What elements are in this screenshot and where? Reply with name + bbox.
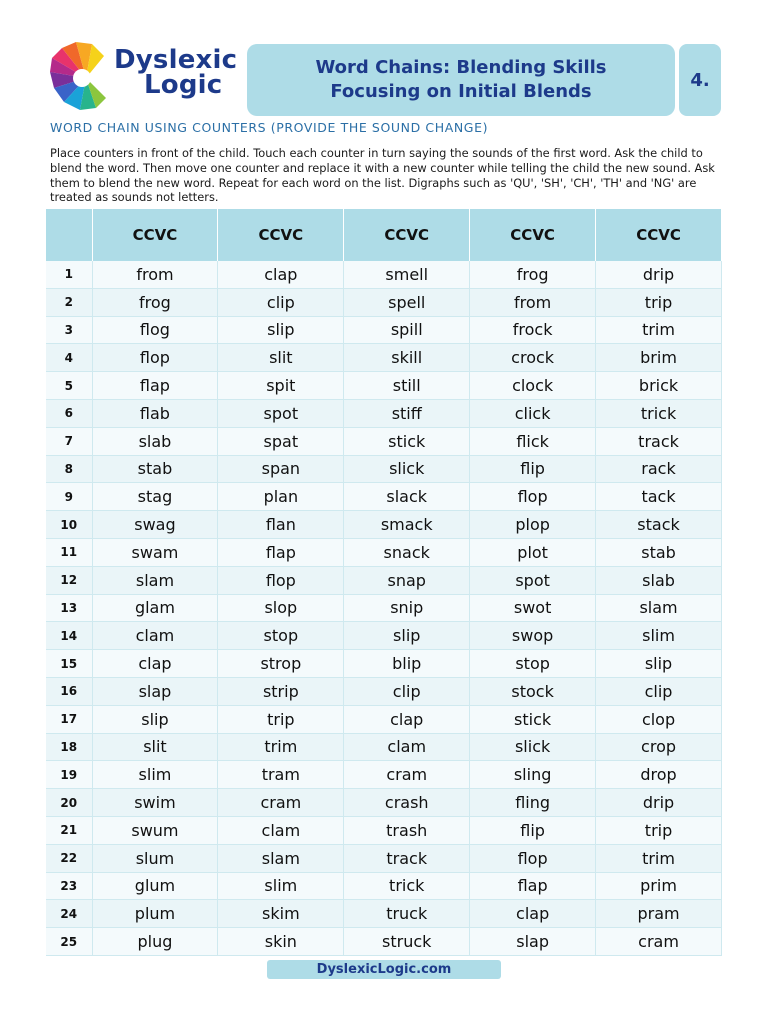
word-cell: clip bbox=[344, 677, 470, 705]
word-cell: slip bbox=[344, 622, 470, 650]
word-cell: glum bbox=[92, 872, 218, 900]
word-cell: strop bbox=[218, 650, 344, 678]
table-row bbox=[46, 872, 722, 900]
word-cell: slim bbox=[596, 622, 722, 650]
word-cell: drip bbox=[596, 789, 722, 817]
word-cell: crash bbox=[344, 789, 470, 817]
row-number: 15 bbox=[46, 650, 92, 678]
row-number: 3 bbox=[46, 316, 92, 344]
word-cell: plot bbox=[470, 538, 596, 566]
row-number: 17 bbox=[46, 705, 92, 733]
word-cell: trick bbox=[596, 399, 722, 427]
word-cell: flop bbox=[470, 483, 596, 511]
word-cell: flap bbox=[470, 872, 596, 900]
word-cell: flog bbox=[92, 316, 218, 344]
word-cell: slam bbox=[218, 844, 344, 872]
title-line-1: Word Chains: Blending Skills bbox=[315, 57, 607, 78]
word-cell: strip bbox=[218, 677, 344, 705]
word-cell: swot bbox=[470, 594, 596, 622]
word-cell: struck bbox=[344, 928, 470, 956]
word-cell: stock bbox=[470, 677, 596, 705]
word-cell: span bbox=[218, 455, 344, 483]
row-number: 8 bbox=[46, 455, 92, 483]
row-number: 19 bbox=[46, 761, 92, 789]
word-cell: plug bbox=[92, 928, 218, 956]
word-cell: swop bbox=[470, 622, 596, 650]
word-cell: clap bbox=[92, 650, 218, 678]
word-cell: cram bbox=[344, 761, 470, 789]
word-cell: flap bbox=[92, 372, 218, 400]
word-cell: clock bbox=[470, 372, 596, 400]
table-row bbox=[46, 622, 722, 650]
title-line-2: Focusing on Initial Blends bbox=[330, 81, 592, 102]
table-row bbox=[46, 650, 722, 678]
row-number: 18 bbox=[46, 733, 92, 761]
word-cell: blip bbox=[344, 650, 470, 678]
table-row bbox=[46, 538, 722, 566]
word-cell: slim bbox=[218, 872, 344, 900]
word-cell: from bbox=[470, 288, 596, 316]
word-cell: glam bbox=[92, 594, 218, 622]
word-cell: frock bbox=[470, 316, 596, 344]
word-cell: clam bbox=[92, 622, 218, 650]
word-cell: spill bbox=[344, 316, 470, 344]
word-cell: truck bbox=[344, 900, 470, 928]
row-number: 25 bbox=[46, 928, 92, 956]
flower-logo-icon bbox=[48, 42, 118, 114]
word-cell: slam bbox=[92, 566, 218, 594]
row-number: 5 bbox=[46, 372, 92, 400]
table-row bbox=[46, 733, 722, 761]
brand-line-2: Logic bbox=[144, 70, 223, 100]
word-cell: slam bbox=[596, 594, 722, 622]
table-row bbox=[46, 844, 722, 872]
table-row bbox=[46, 900, 722, 928]
word-cell: sling bbox=[470, 761, 596, 789]
row-number: 16 bbox=[46, 677, 92, 705]
word-cell: slap bbox=[470, 928, 596, 956]
word-cell: stab bbox=[596, 538, 722, 566]
word-cell: brick bbox=[596, 372, 722, 400]
title-box bbox=[247, 44, 675, 116]
word-cell: trim bbox=[596, 844, 722, 872]
word-cell: plop bbox=[470, 511, 596, 539]
word-cell: flab bbox=[92, 399, 218, 427]
word-cell: click bbox=[470, 399, 596, 427]
word-cell: stab bbox=[92, 455, 218, 483]
word-cell: frog bbox=[92, 288, 218, 316]
word-cell: stag bbox=[92, 483, 218, 511]
word-cell: track bbox=[344, 844, 470, 872]
row-number: 10 bbox=[46, 511, 92, 539]
word-cell: slab bbox=[596, 566, 722, 594]
logo bbox=[48, 42, 243, 114]
word-cell: flop bbox=[218, 566, 344, 594]
word-cell: spell bbox=[344, 288, 470, 316]
table-row bbox=[46, 483, 722, 511]
row-number: 7 bbox=[46, 427, 92, 455]
word-cell: smell bbox=[344, 261, 470, 288]
word-cell: trim bbox=[218, 733, 344, 761]
table-row bbox=[46, 566, 722, 594]
word-cell: flap bbox=[218, 538, 344, 566]
brand-name bbox=[114, 45, 238, 100]
table-row bbox=[46, 677, 722, 705]
table-row bbox=[46, 816, 722, 844]
word-cell: clap bbox=[470, 900, 596, 928]
table-row bbox=[46, 928, 722, 956]
row-number: 24 bbox=[46, 900, 92, 928]
word-cell: clam bbox=[218, 816, 344, 844]
word-cell: swum bbox=[92, 816, 218, 844]
row-number: 22 bbox=[46, 844, 92, 872]
word-cell: frog bbox=[470, 261, 596, 288]
word-cell: flan bbox=[218, 511, 344, 539]
word-cell: slit bbox=[92, 733, 218, 761]
word-cell: slum bbox=[92, 844, 218, 872]
word-cell: stack bbox=[596, 511, 722, 539]
word-cell: trash bbox=[344, 816, 470, 844]
header-cell: CCVC bbox=[470, 209, 596, 261]
word-cell: swam bbox=[92, 538, 218, 566]
table-row bbox=[46, 789, 722, 817]
header-cell-index bbox=[46, 209, 92, 261]
word-cell: drip bbox=[596, 261, 722, 288]
word-cell: slop bbox=[218, 594, 344, 622]
word-cell: spot bbox=[470, 566, 596, 594]
word-cell: plan bbox=[218, 483, 344, 511]
table-row bbox=[46, 705, 722, 733]
word-cell: plum bbox=[92, 900, 218, 928]
word-cell: snack bbox=[344, 538, 470, 566]
word-cell: track bbox=[596, 427, 722, 455]
header-cell: CCVC bbox=[344, 209, 470, 261]
word-cell: still bbox=[344, 372, 470, 400]
page-number: 4. bbox=[679, 44, 721, 116]
word-cell: clop bbox=[596, 705, 722, 733]
word-cell: clap bbox=[344, 705, 470, 733]
word-cell: stiff bbox=[344, 399, 470, 427]
word-cell: smack bbox=[344, 511, 470, 539]
row-number: 14 bbox=[46, 622, 92, 650]
word-cell: prim bbox=[596, 872, 722, 900]
word-cell: slick bbox=[470, 733, 596, 761]
row-number: 2 bbox=[46, 288, 92, 316]
header-cell: CCVC bbox=[218, 209, 344, 261]
table-row bbox=[46, 399, 722, 427]
row-number: 13 bbox=[46, 594, 92, 622]
instructions: Place counters in front of the child. Touch each counter in turn saying the sounds of the first word. Ask the child to blend the word. Then move one counter and replace it with a new counter while telling the child the new sound. Ask them to blend the new word. Repeat for each word on the list. Digraphs such as 'QU', 'SH', 'CH', 'TH' and 'NG' are treated as sounds not letters. bbox=[50, 146, 715, 205]
header-cell: CCVC bbox=[92, 209, 218, 261]
word-cell: crop bbox=[596, 733, 722, 761]
row-number: 12 bbox=[46, 566, 92, 594]
word-cell: cram bbox=[218, 789, 344, 817]
word-cell: slab bbox=[92, 427, 218, 455]
word-cell: spot bbox=[218, 399, 344, 427]
word-cell: flip bbox=[470, 816, 596, 844]
word-cell: flop bbox=[92, 344, 218, 372]
row-number: 9 bbox=[46, 483, 92, 511]
word-cell: slip bbox=[218, 316, 344, 344]
table-row bbox=[46, 594, 722, 622]
word-cell: spat bbox=[218, 427, 344, 455]
word-cell: trick bbox=[344, 872, 470, 900]
word-cell: slap bbox=[92, 677, 218, 705]
word-cell: stick bbox=[344, 427, 470, 455]
word-cell: trip bbox=[596, 816, 722, 844]
word-cell: brim bbox=[596, 344, 722, 372]
table-row bbox=[46, 761, 722, 789]
word-cell: trip bbox=[218, 705, 344, 733]
word-cell: swim bbox=[92, 789, 218, 817]
word-cell: slit bbox=[218, 344, 344, 372]
word-cell: snip bbox=[344, 594, 470, 622]
word-cell: flick bbox=[470, 427, 596, 455]
word-cell: slick bbox=[344, 455, 470, 483]
word-cell: drop bbox=[596, 761, 722, 789]
word-cell: tack bbox=[596, 483, 722, 511]
word-cell: rack bbox=[596, 455, 722, 483]
word-cell: clip bbox=[596, 677, 722, 705]
word-cell: trim bbox=[596, 316, 722, 344]
word-cell: stop bbox=[470, 650, 596, 678]
word-cell: trip bbox=[596, 288, 722, 316]
word-cell: clap bbox=[218, 261, 344, 288]
table-row bbox=[46, 372, 722, 400]
row-number: 1 bbox=[46, 261, 92, 288]
word-cell: flop bbox=[470, 844, 596, 872]
subheading: WORD CHAIN USING COUNTERS (PROVIDE THE SOUND CHANGE) bbox=[50, 120, 489, 135]
word-cell: stop bbox=[218, 622, 344, 650]
word-cell: skill bbox=[344, 344, 470, 372]
word-chain-table bbox=[46, 209, 722, 956]
row-number: 11 bbox=[46, 538, 92, 566]
word-cell: stick bbox=[470, 705, 596, 733]
table-row bbox=[46, 288, 722, 316]
word-cell: spit bbox=[218, 372, 344, 400]
word-cell: clam bbox=[344, 733, 470, 761]
word-cell: slip bbox=[92, 705, 218, 733]
footer-website: DyslexicLogic.com bbox=[267, 960, 501, 979]
row-number: 20 bbox=[46, 789, 92, 817]
table-row bbox=[46, 344, 722, 372]
word-cell: tram bbox=[218, 761, 344, 789]
word-cell: from bbox=[92, 261, 218, 288]
word-cell: slack bbox=[344, 483, 470, 511]
row-number: 21 bbox=[46, 816, 92, 844]
table-row bbox=[46, 455, 722, 483]
table-row bbox=[46, 316, 722, 344]
word-cell: pram bbox=[596, 900, 722, 928]
row-number: 23 bbox=[46, 872, 92, 900]
word-cell: slim bbox=[92, 761, 218, 789]
word-cell: flip bbox=[470, 455, 596, 483]
row-number: 6 bbox=[46, 399, 92, 427]
word-cell: swag bbox=[92, 511, 218, 539]
table-header-row bbox=[46, 209, 722, 261]
word-cell: cram bbox=[596, 928, 722, 956]
brand-line-1: Dyslexic bbox=[114, 45, 238, 75]
table-row bbox=[46, 261, 722, 288]
word-cell: skim bbox=[218, 900, 344, 928]
word-cell: clip bbox=[218, 288, 344, 316]
word-cell: slip bbox=[596, 650, 722, 678]
row-number: 4 bbox=[46, 344, 92, 372]
header-cell: CCVC bbox=[596, 209, 722, 261]
table-row bbox=[46, 511, 722, 539]
word-cell: snap bbox=[344, 566, 470, 594]
word-cell: skin bbox=[218, 928, 344, 956]
table-row bbox=[46, 427, 722, 455]
word-cell: crock bbox=[470, 344, 596, 372]
word-cell: fling bbox=[470, 789, 596, 817]
